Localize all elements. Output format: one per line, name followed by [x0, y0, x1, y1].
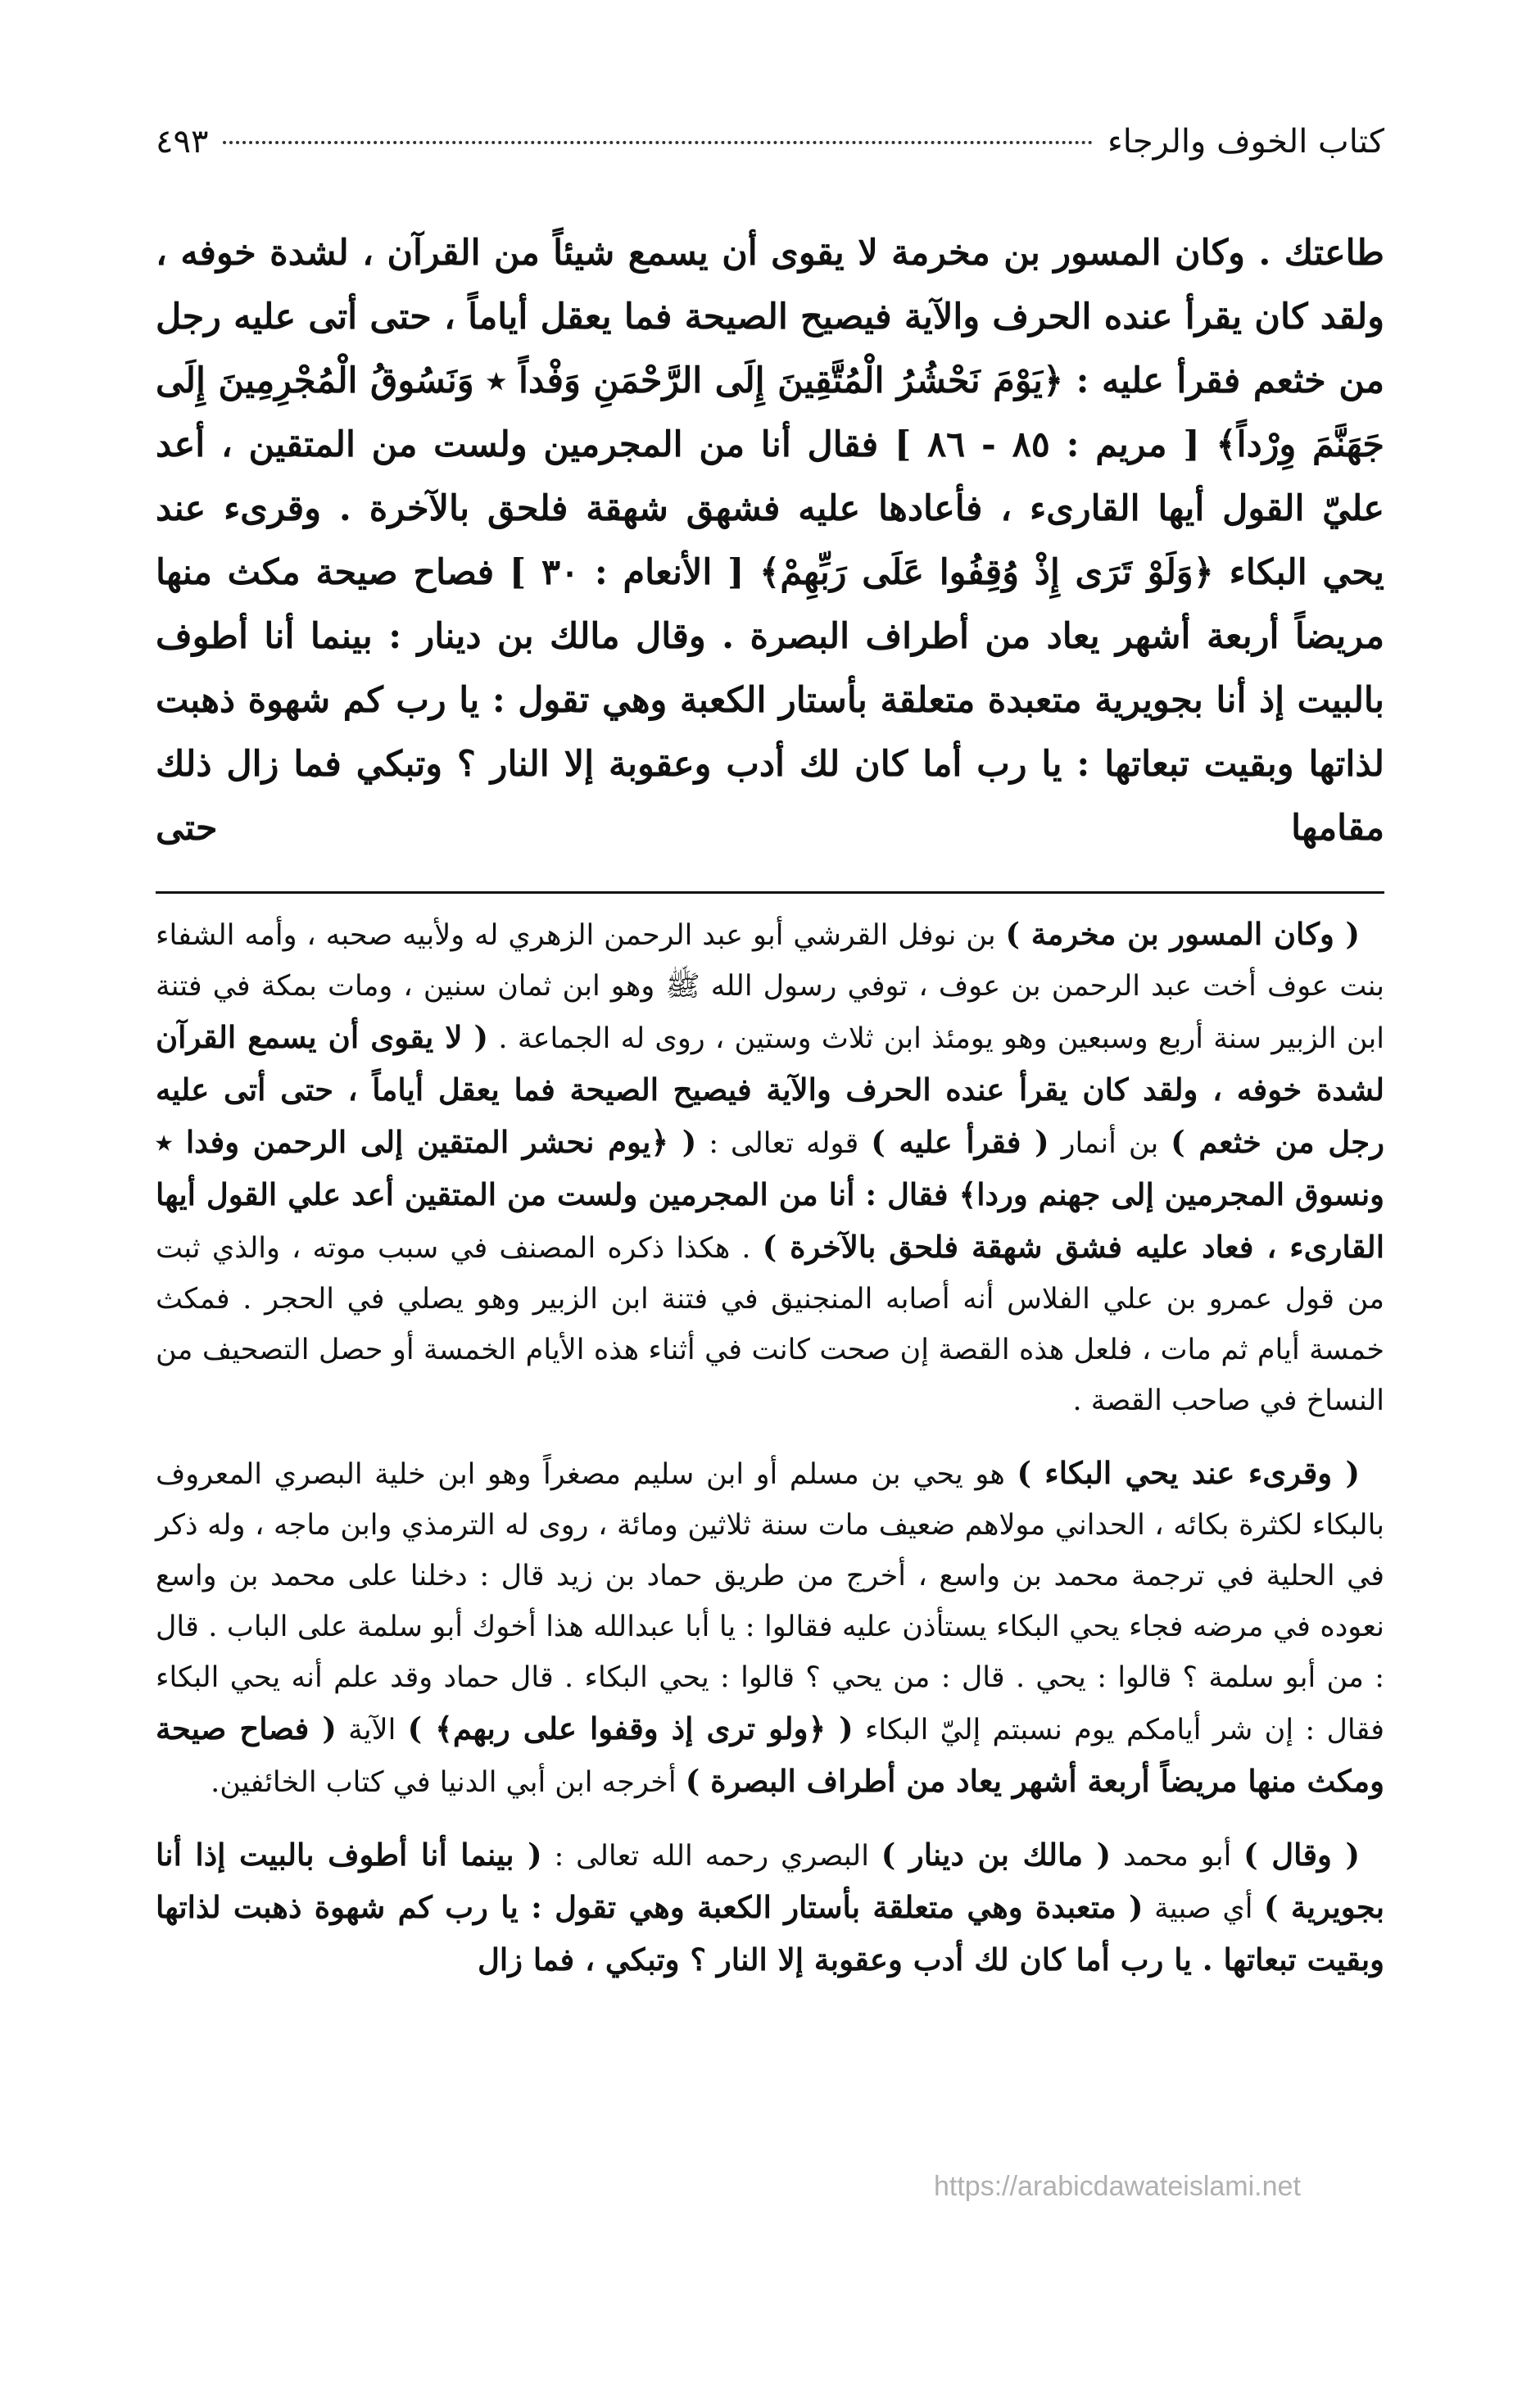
commentary-text: أبو محمد: [1111, 1840, 1244, 1873]
commentary-text: البصري رحمه الله تعالى :: [541, 1840, 881, 1873]
commentary-quote: ( وقال ): [1243, 1837, 1360, 1873]
commentary-quote: ( ﴿يوم نحشر المتقين إلى الرحمن وفدا ٭ ونسوق المجرمين إلى جهنم وردا﴾ فقال : أنا من المجرمين ولست من المتقين أعد علي القول أيها القارىء ، فعاد عليه فشق شهقة فلحق بالآخرة ): [156, 1124, 1384, 1265]
main-paragraph: طاعتك . وكان المسور بن مخرمة لا يقوى أن يسمع شيئاً من القرآن ، لشدة خوفه ، ولقد كان يقرأ عنده الحرف والآية فيصيح الصيحة فما يعقل أياماً ، حتى أتى عليه رجل من خثعم فقرأ عليه : ﴿يَوْمَ نَحْشُرُ الْمُتَّقِينَ إِلَى الرَّحْمَنِ وَفْداً ٭ وَنَسُوقُ الْمُجْرِمِينَ إِلَى جَهَنَّمَ وِرْداً﴾ [ مريم : ٨٥ - ٨٦ ] فقال أنا من المجرمين ولست من المتقين ، أعد عليّ القول أيها القارىء ، فأعادها عليه فشهق شهقة فلحق بالآخرة . وقرىء عند يحي البكاء ﴿وَلَوْ تَرَى إِذْ وُقِفُوا عَلَى رَبِّهِمْ﴾ [ الأنعام : ٣٠ ] فصاح صيحة مكث منها مريضاً أربعة أشهر يعاد من أطراف البصرة . وقال مالك بن دينار : بينما أنا أطوف بالبيت إذ أنا بجويرية متعبدة متعلقة بأستار الكعبة وهي تقول : يا رب كم شهوة ذهبت لذاتها وبقيت تبعاتها : يا رب أما كان لك أدب وعقوبة إلا النار ؟ وتبكي فما زال ذلك مقامها حتى: [156, 233, 1384, 849]
commentary-text: أي صبية: [1143, 1892, 1265, 1925]
page-number: ٤٩٣: [156, 123, 209, 161]
commentary-text: هو يحي بن مسلم أو ابن سليم مصغراً وهو ابن خلية البصري المعروف بالبكاء لكثرة بكائه ، الحداني مولاهم ضعيف مات سنة ثلاثين ومائة ، روى له الترمذي وابن ماجه ، وله ذكر في الحلية في ترجمة محمد بن واسع ، أخرج من طريق حماد بن زيد قال : دخلنا على محمد بن واسع نعوده في مرضه فجاء يحي البكاء يستأذن عليه فقالوا : يا أبا عبدالله هذا أخوك أبو سلمة على الباب . قال : من أبو سلمة ؟ قالوا : يحي . قال : من يحي ؟ قالوا : يحي البكاء . قال حماد وقد علم أنه يحي البكاء فقال : إن شر أيامكم يوم نسبتم إليّ البكاء: [156, 1458, 1384, 1746]
running-title: كتاب الخوف والرجاء: [1107, 123, 1384, 161]
commentary: [156, 908, 1384, 1987]
commentary-quote: ( فصاح صيحة ومكث منها مريضاً أربعة أشهر يعاد من أطراف البصرة ): [156, 1710, 1384, 1799]
commentary-quote: ( لا يقوى أن يسمع القرآن لشدة خوفه ، ولقد كان يقرأ عنده الحرف والآية فيصيح الصيحة فما يعقل أياماً ، حتى أتى عليه رجل من خثعم ): [156, 1019, 1384, 1160]
commentary-quote: ( متعبدة وهي متعلقة بأستار الكعبة وهي تقول : يا رب كم شهوة ذهبت لذاتها وبقيت تبعاتها . يا رب أما كان لك أدب وعقوبة إلا النار ؟ وتبكي ، فما زال: [156, 1889, 1384, 1978]
commentary-quote: ( بينما أنا أطوف بالبيت إذا أنا بجويرية ): [156, 1837, 1384, 1925]
footnote-separator: [156, 891, 1384, 894]
commentary-text: الآية: [336, 1714, 408, 1746]
commentary-text: . هكذا ذكره المصنف في سبب موته ، والذي ثبت من قول عمرو بن علي الفلاس أنه أصابه المنجنيق في فتنة ابن الزبير وهو يصلي في الحجر . فمكث خمسة أيام ثم مات ، فلعل هذه القصة إن صحت كانت في أثناء هذه الأيام الخمسة أو حصل التصحيف من النساخ في صاحب القصة .: [156, 1232, 1384, 1417]
commentary-text: بن نوفل القرشي أبو عبد الرحمن الزهري له ولأبيه صحبه ، وأمه الشفاء بنت عوف أخت عبد الرحمن بن عوف ، توفي رسول الله ﷺ وهو ابن ثمان سنين ، ومات بمكة في فتنة ابن الزبير سنة أربع وسبعين وهو يومئذ ابن ثلاث وستين ، روى له الجماعة .: [156, 919, 1384, 1055]
book-page: [156, 123, 1384, 2008]
commentary-quote: ( مالك بن دينار ): [881, 1837, 1112, 1873]
commentary-text: بن أنمار: [1049, 1127, 1171, 1160]
page-header: [156, 123, 1384, 188]
commentary-quote: ( فقرأ عليه ): [871, 1124, 1049, 1160]
commentary-quote: ( ﴿ولو ترى إذ وقفوا على ربهم﴾ ): [407, 1710, 854, 1746]
commentary-quote: ( وقرىء عند يحي البكاء ): [1017, 1455, 1360, 1491]
commentary-text: أخرجه ابن أبي الدنيا في كتاب الخائفين.: [211, 1766, 686, 1799]
commentary-quote: ( وكان المسور بن مخرمة ): [1005, 916, 1360, 952]
main-text: [156, 221, 1384, 860]
commentary-paragraph-1: [156, 908, 1384, 1426]
commentary-paragraph-2: [156, 1447, 1384, 1808]
header-dotted-leader: [223, 141, 1093, 144]
commentary-paragraph-3: [156, 1829, 1384, 1987]
watermark-url: https://arabicdawateislami.net: [934, 2171, 1301, 2202]
commentary-text: قوله تعالى :: [696, 1127, 872, 1160]
